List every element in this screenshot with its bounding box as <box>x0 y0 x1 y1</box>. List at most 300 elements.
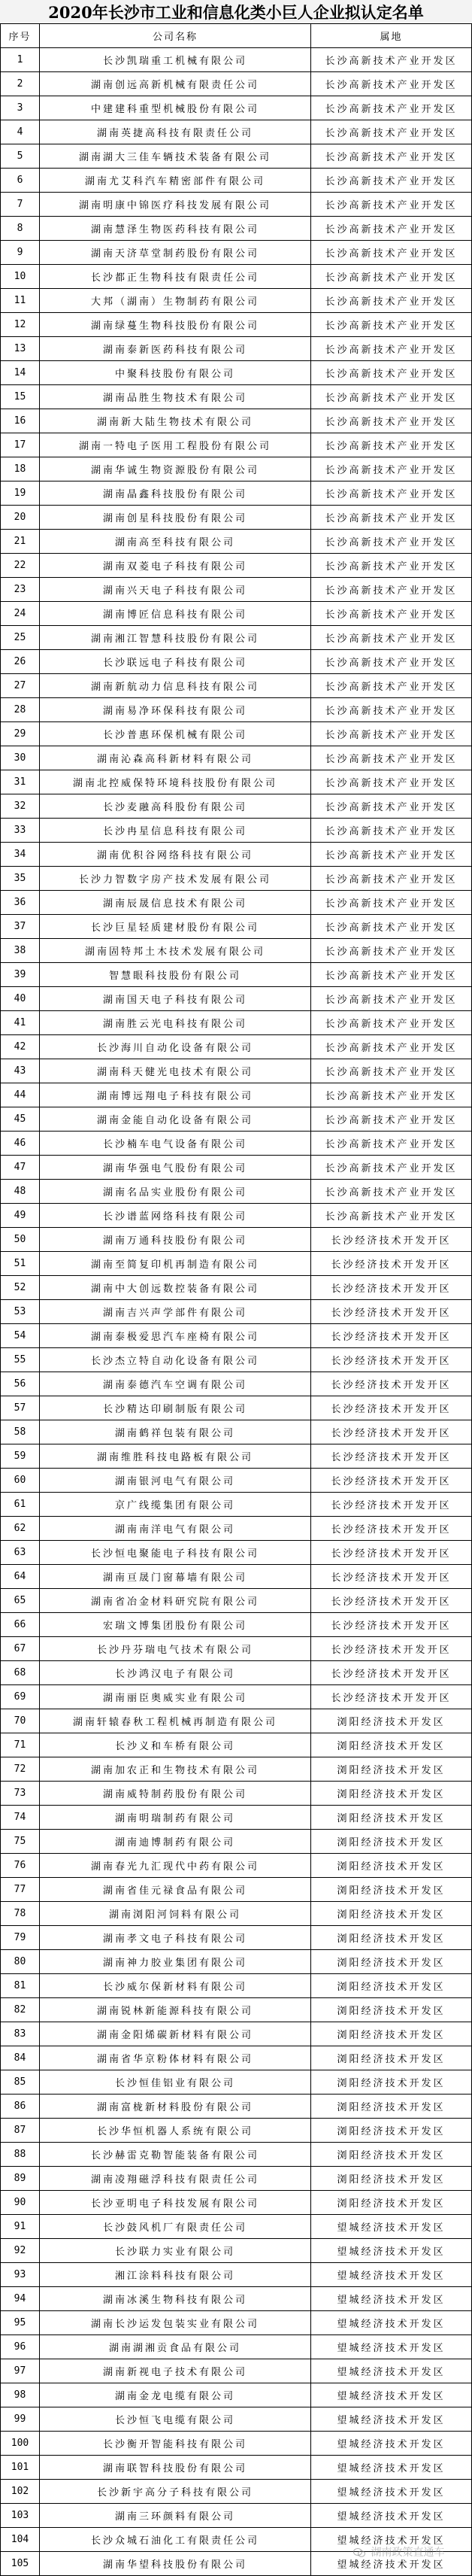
cell-area: 长沙高新技术产业开发区 <box>311 120 472 144</box>
cell-area: 长沙高新技术产业开发区 <box>311 1107 472 1132</box>
cell-area: 长沙高新技术产业开发区 <box>311 674 472 698</box>
cell-area: 长沙经济技术开发开区 <box>311 1420 472 1444</box>
watermark-text: 湖南政策直通车 <box>371 2547 445 2559</box>
table-row <box>1 2311 472 2335</box>
table-row <box>1 891 472 915</box>
cell-company-name: 湖南亘晟门窗幕墙有限公司 <box>40 1565 311 1589</box>
table-row <box>1 1300 472 1324</box>
cell-area: 长沙高新技术产业开发区 <box>311 794 472 819</box>
cell-area: 长沙经济技术开发开区 <box>311 1565 472 1589</box>
cell-no: 5 <box>1 144 40 169</box>
cell-company-name: 长沙联远电子科技有限公司 <box>40 650 311 674</box>
table-row <box>1 2070 472 2095</box>
table-row <box>1 1420 472 1444</box>
cell-no: 51 <box>1 1252 40 1276</box>
cell-no: 83 <box>1 2022 40 2046</box>
cell-no: 59 <box>1 1444 40 1469</box>
cell-area: 浏阳经济技术开发区 <box>311 1830 472 1854</box>
cell-no: 3 <box>1 96 40 120</box>
cell-area: 长沙经济技术开发开区 <box>311 1517 472 1541</box>
cell-company-name: 湖南胜云光电科技有限公司 <box>40 1011 311 1035</box>
cell-no: 77 <box>1 1878 40 1902</box>
cell-company-name: 湖南浏阳河饲料有限公司 <box>40 1902 311 1926</box>
cell-company-name: 长沙义和车桥有限公司 <box>40 1733 311 1757</box>
cell-area: 浏阳经济技术开发区 <box>311 2119 472 2143</box>
cell-no: 49 <box>1 1204 40 1228</box>
cell-company-name: 湖南省佳元禄食品有限公司 <box>40 1878 311 1902</box>
table-row <box>1 1878 472 1902</box>
cell-no: 57 <box>1 1396 40 1420</box>
table-row <box>1 1830 472 1854</box>
cell-company-name: 湖南高至科技有限公司 <box>40 530 311 554</box>
cell-company-name: 湖南富栊新材料股份有限公司 <box>40 2095 311 2119</box>
table-row <box>1 120 472 144</box>
cell-area: 长沙高新技术产业开发区 <box>311 554 472 578</box>
cell-no: 66 <box>1 1613 40 1637</box>
cell-company-name: 湖南万通科技股份有限公司 <box>40 1228 311 1252</box>
cell-no: 26 <box>1 650 40 674</box>
header-area: 属地 <box>311 24 472 48</box>
cell-company-name: 湖南泰新医药科技有限公司 <box>40 337 311 361</box>
cell-no: 2 <box>1 72 40 96</box>
cell-no: 76 <box>1 1854 40 1878</box>
cell-no: 94 <box>1 2287 40 2311</box>
cell-company-name: 长沙普惠环保机械有限公司 <box>40 722 311 746</box>
cell-area: 浏阳经济技术开发区 <box>311 1709 472 1733</box>
table-row <box>1 2432 472 2456</box>
cell-company-name: 湖南双菱电子科技有限公司 <box>40 554 311 578</box>
cell-area: 长沙经济技术开发开区 <box>311 1685 472 1709</box>
cell-area: 望城经济技术开发区 <box>311 2480 472 2504</box>
cell-area: 长沙经济技术开发开区 <box>311 1324 472 1348</box>
cell-no: 97 <box>1 2359 40 2383</box>
cell-no: 88 <box>1 2143 40 2167</box>
cell-area: 长沙经济技术开发开区 <box>311 1396 472 1420</box>
cell-area: 浏阳经济技术开发区 <box>311 1974 472 1998</box>
cell-no: 64 <box>1 1565 40 1589</box>
cell-company-name: 湖南科天健光电技术有限公司 <box>40 1059 311 1083</box>
cell-no: 80 <box>1 1950 40 1974</box>
cell-area: 长沙高新技术产业开发区 <box>311 144 472 169</box>
cell-company-name: 湖南丽臣奥威实业有限公司 <box>40 1685 311 1709</box>
cell-no: 32 <box>1 794 40 819</box>
cell-no: 58 <box>1 1420 40 1444</box>
cell-no: 37 <box>1 915 40 939</box>
cell-no: 55 <box>1 1348 40 1372</box>
table-row <box>1 1757 472 1782</box>
cell-area: 长沙高新技术产业开发区 <box>311 241 472 265</box>
cell-area: 浏阳经济技术开发区 <box>311 1806 472 1830</box>
table-row <box>1 2191 472 2215</box>
cell-area: 望城经济技术开发区 <box>311 2215 472 2239</box>
cell-no: 96 <box>1 2335 40 2359</box>
cell-area: 长沙高新技术产业开发区 <box>311 481 472 506</box>
table-row <box>1 2167 472 2191</box>
cell-area: 望城经济技术开发区 <box>311 2432 472 2456</box>
cell-company-name: 湖南晶鑫科技股份有限公司 <box>40 481 311 506</box>
table-row <box>1 650 472 674</box>
table-row <box>1 1998 472 2022</box>
table-row <box>1 1637 472 1661</box>
cell-no: 65 <box>1 1589 40 1613</box>
cell-area: 长沙高新技术产业开发区 <box>311 96 472 120</box>
cell-company-name: 湖南尤艾科汽车精密部件有限公司 <box>40 169 311 193</box>
cell-no: 6 <box>1 169 40 193</box>
cell-area: 浏阳经济技术开发区 <box>311 1782 472 1806</box>
cell-no: 15 <box>1 385 40 409</box>
cell-no: 18 <box>1 457 40 481</box>
company-list-table <box>0 23 472 2576</box>
cell-area: 长沙经济技术开发开区 <box>311 1300 472 1324</box>
cell-area: 长沙高新技术产业开发区 <box>311 337 472 361</box>
cell-company-name: 长沙力智数字房产技术发展有限公司 <box>40 867 311 891</box>
cell-no: 43 <box>1 1059 40 1083</box>
cell-company-name: 湖南新视电子技术有限公司 <box>40 2359 311 2383</box>
cell-area: 长沙高新技术产业开发区 <box>311 843 472 867</box>
cell-no: 75 <box>1 1830 40 1854</box>
cell-no: 79 <box>1 1926 40 1950</box>
cell-no: 86 <box>1 2095 40 2119</box>
table-row <box>1 2287 472 2311</box>
cell-area: 长沙高新技术产业开发区 <box>311 867 472 891</box>
cell-company-name: 长沙威尔保新材料有限公司 <box>40 1974 311 1998</box>
cell-no: 81 <box>1 1974 40 1998</box>
cell-company-name: 湖南金阳烯碳新材料有限公司 <box>40 2022 311 2046</box>
cell-area: 望城经济技术开发区 <box>311 2263 472 2287</box>
cell-area: 浏阳经济技术开发区 <box>311 1854 472 1878</box>
cell-no: 39 <box>1 963 40 987</box>
cell-company-name: 长沙亚明电子科技发展有限公司 <box>40 2191 311 2215</box>
cell-company-name: 湖南天济草堂制药股份有限公司 <box>40 241 311 265</box>
cell-no: 40 <box>1 987 40 1011</box>
cell-company-name: 湖南省冶金材料研究院有限公司 <box>40 1589 311 1613</box>
cell-company-name: 京广线缆集团有限公司 <box>40 1493 311 1517</box>
table-row <box>1 1469 472 1493</box>
cell-no: 13 <box>1 337 40 361</box>
cell-company-name: 湘江涂料科技有限公司 <box>40 2263 311 2287</box>
cell-no: 17 <box>1 433 40 457</box>
table-row <box>1 72 472 96</box>
cell-company-name: 智慧眼科技股份有限公司 <box>40 963 311 987</box>
table-row <box>1 361 472 385</box>
cell-no: 16 <box>1 409 40 433</box>
cell-area: 长沙高新技术产业开发区 <box>311 409 472 433</box>
cell-company-name: 湖南凌翔磁浮科技有限责任公司 <box>40 2167 311 2191</box>
cell-company-name: 长沙新宇高分子科技有限公司 <box>40 2480 311 2504</box>
cell-no: 1 <box>1 48 40 72</box>
table-row <box>1 481 472 506</box>
table-row <box>1 289 472 313</box>
cell-company-name: 湖南迪博制药有限公司 <box>40 1830 311 1854</box>
cell-area: 浏阳经济技术开发区 <box>311 1733 472 1757</box>
cell-company-name: 湖南一特电子医用工程股份有限公司 <box>40 433 311 457</box>
table-row <box>1 2359 472 2383</box>
cell-area: 长沙高新技术产业开发区 <box>311 963 472 987</box>
cell-no: 44 <box>1 1083 40 1107</box>
cell-no: 53 <box>1 1300 40 1324</box>
cell-company-name: 长沙赫雷克勒智能装备有限公司 <box>40 2143 311 2167</box>
cell-company-name: 湖南维胜科技电路板有限公司 <box>40 1444 311 1469</box>
table-row <box>1 1926 472 1950</box>
cell-no: 92 <box>1 2239 40 2263</box>
cell-no: 74 <box>1 1806 40 1830</box>
cell-area: 望城经济技术开发区 <box>311 2359 472 2383</box>
cell-no: 22 <box>1 554 40 578</box>
table-row <box>1 1276 472 1300</box>
cell-company-name: 大邦（湖南）生物制药有限公司 <box>40 289 311 313</box>
table-row <box>1 2143 472 2167</box>
table-row <box>1 1541 472 1565</box>
cell-area: 望城经济技术开发区 <box>311 2335 472 2359</box>
cell-area: 浏阳经济技术开发区 <box>311 2095 472 2119</box>
table-row <box>1 1204 472 1228</box>
cell-area: 长沙高新技术产业开发区 <box>311 722 472 746</box>
cell-area: 浏阳经济技术开发区 <box>311 1926 472 1950</box>
cell-company-name: 湖南华诚生物资源股份有限公司 <box>40 457 311 481</box>
cell-company-name: 湖南北控威保特环境科技股份有限公司 <box>40 770 311 794</box>
cell-area: 浏阳经济技术开发区 <box>311 2070 472 2095</box>
cell-area: 长沙经济技术开发开区 <box>311 1444 472 1469</box>
table-row <box>1 2504 472 2528</box>
cell-no: 47 <box>1 1156 40 1180</box>
cell-no: 104 <box>1 2528 40 2552</box>
cell-area: 长沙经济技术开发开区 <box>311 1469 472 1493</box>
cell-area: 长沙高新技术产业开发区 <box>311 1083 472 1107</box>
cell-company-name: 长沙联力实业有限公司 <box>40 2239 311 2263</box>
table-row <box>1 2552 472 2576</box>
cell-company-name: 长沙巨星轻质建材股份有限公司 <box>40 915 311 939</box>
cell-company-name: 长沙麦融高科股份有限公司 <box>40 794 311 819</box>
table-row <box>1 987 472 1011</box>
table-row <box>1 1372 472 1396</box>
table-row <box>1 1324 472 1348</box>
cell-no: 42 <box>1 1035 40 1059</box>
table-row <box>1 217 472 241</box>
cell-no: 21 <box>1 530 40 554</box>
cell-area: 长沙高新技术产业开发区 <box>311 1132 472 1156</box>
table-row <box>1 1950 472 1974</box>
table-row <box>1 1228 472 1252</box>
cell-no: 46 <box>1 1132 40 1156</box>
cell-no: 35 <box>1 867 40 891</box>
cell-area: 望城经济技术开发区 <box>311 2407 472 2432</box>
cell-area: 浏阳经济技术开发区 <box>311 2167 472 2191</box>
cell-company-name: 长沙凯瑞重工机械有限公司 <box>40 48 311 72</box>
cell-company-name: 长沙丹芬瑞电气技术有限公司 <box>40 1637 311 1661</box>
table-row <box>1 144 472 169</box>
cell-area: 长沙高新技术产业开发区 <box>311 770 472 794</box>
cell-area: 望城经济技术开发区 <box>311 2311 472 2335</box>
cell-no: 67 <box>1 1637 40 1661</box>
cell-area: 长沙高新技术产业开发区 <box>311 939 472 963</box>
cell-company-name: 湖南中大创远数控装备有限公司 <box>40 1276 311 1300</box>
cell-company-name: 长沙谱蓝网络科技有限公司 <box>40 1204 311 1228</box>
cell-company-name: 湖南易净环保科技有限公司 <box>40 698 311 722</box>
cell-no: 41 <box>1 1011 40 1035</box>
cell-no: 23 <box>1 578 40 602</box>
cell-no: 4 <box>1 120 40 144</box>
cell-area: 长沙高新技术产业开发区 <box>311 193 472 217</box>
cell-company-name: 湖南吉兴声学部件有限公司 <box>40 1300 311 1324</box>
cell-company-name: 湖南泰极爱思汽车座椅有限公司 <box>40 1324 311 1348</box>
cell-area: 长沙高新技术产业开发区 <box>311 48 472 72</box>
cell-company-name: 湖南名品实业股份有限公司 <box>40 1180 311 1204</box>
cell-company-name: 湖南湖大三佳车辆技术装备有限公司 <box>40 144 311 169</box>
cell-area: 浏阳经济技术开发区 <box>311 1902 472 1926</box>
table-row <box>1 1348 472 1372</box>
cell-area: 望城经济技术开发区 <box>311 2383 472 2407</box>
cell-area: 望城经济技术开发区 <box>311 2239 472 2263</box>
cell-no: 84 <box>1 2046 40 2070</box>
cell-no: 31 <box>1 770 40 794</box>
table-row <box>1 819 472 843</box>
header-no: 序号 <box>1 24 40 48</box>
table-row <box>1 770 472 794</box>
cell-no: 105 <box>1 2552 40 2576</box>
cell-area: 长沙高新技术产业开发区 <box>311 698 472 722</box>
table-row <box>1 1396 472 1420</box>
cell-area: 长沙高新技术产业开发区 <box>311 626 472 650</box>
cell-area: 长沙高新技术产业开发区 <box>311 506 472 530</box>
cell-company-name: 湖南兴天电子科技有限公司 <box>40 578 311 602</box>
cell-no: 50 <box>1 1228 40 1252</box>
table-body <box>1 48 472 2576</box>
cell-company-name: 长沙精达印刷制版有限公司 <box>40 1396 311 1420</box>
table-row <box>1 385 472 409</box>
cell-no: 33 <box>1 819 40 843</box>
cell-area: 长沙经济技术开发开区 <box>311 1276 472 1300</box>
table-row <box>1 2407 472 2432</box>
cell-area: 长沙高新技术产业开发区 <box>311 1011 472 1035</box>
cell-no: 61 <box>1 1493 40 1517</box>
table-row <box>1 1733 472 1757</box>
cell-company-name: 长沙楠车电气设备有限公司 <box>40 1132 311 1156</box>
cell-no: 72 <box>1 1757 40 1782</box>
cell-no: 28 <box>1 698 40 722</box>
cell-company-name: 湖南品胜生物技术有限公司 <box>40 385 311 409</box>
table-row <box>1 722 472 746</box>
cell-no: 63 <box>1 1541 40 1565</box>
cell-no: 10 <box>1 265 40 289</box>
cell-no: 78 <box>1 1902 40 1926</box>
cell-area: 长沙经济技术开发开区 <box>311 1589 472 1613</box>
table-row <box>1 506 472 530</box>
cell-company-name: 湖南金能自动化设备有限公司 <box>40 1107 311 1132</box>
cell-area: 长沙高新技术产业开发区 <box>311 819 472 843</box>
table-row <box>1 1517 472 1541</box>
cell-area: 长沙经济技术开发开区 <box>311 1541 472 1565</box>
cell-area: 浏阳经济技术开发区 <box>311 1878 472 1902</box>
cell-area: 望城经济技术开发区 <box>311 2287 472 2311</box>
cell-company-name: 湖南轩辕春秋工程机械再制造有限公司 <box>40 1709 311 1733</box>
table-row <box>1 746 472 770</box>
cell-company-name: 湖南神力胶业集团有限公司 <box>40 1950 311 1974</box>
cell-company-name: 长沙都正生物科技有限责任公司 <box>40 265 311 289</box>
cell-no: 89 <box>1 2167 40 2191</box>
table-row <box>1 1493 472 1517</box>
table-row <box>1 409 472 433</box>
table-row <box>1 1011 472 1035</box>
cell-no: 93 <box>1 2263 40 2287</box>
cell-company-name: 中聚科技股份有限公司 <box>40 361 311 385</box>
cell-no: 68 <box>1 1661 40 1685</box>
cell-company-name: 长沙鼓风机厂有限责任公司 <box>40 2215 311 2239</box>
cell-area: 长沙高新技术产业开发区 <box>311 602 472 626</box>
cell-no: 38 <box>1 939 40 963</box>
cell-area: 浏阳经济技术开发区 <box>311 1950 472 1974</box>
cell-no: 69 <box>1 1685 40 1709</box>
table-row <box>1 241 472 265</box>
cell-area: 长沙高新技术产业开发区 <box>311 385 472 409</box>
table-row <box>1 1661 472 1685</box>
table-row <box>1 554 472 578</box>
cell-no: 54 <box>1 1324 40 1348</box>
cell-area: 长沙高新技术产业开发区 <box>311 891 472 915</box>
cell-area: 浏阳经济技术开发区 <box>311 1757 472 1782</box>
cell-company-name: 湖南金龙电缆有限公司 <box>40 2383 311 2407</box>
cell-area: 长沙高新技术产业开发区 <box>311 265 472 289</box>
cell-company-name: 湖南博匠信息科技有限公司 <box>40 602 311 626</box>
table-row <box>1 2046 472 2070</box>
cell-area: 长沙经济技术开发开区 <box>311 1661 472 1685</box>
table-row <box>1 1589 472 1613</box>
cell-no: 100 <box>1 2432 40 2456</box>
cell-area: 长沙经济技术开发开区 <box>311 1637 472 1661</box>
table-row <box>1 1107 472 1132</box>
cell-no: 101 <box>1 2456 40 2480</box>
cell-no: 99 <box>1 2407 40 2432</box>
cell-area: 长沙高新技术产业开发区 <box>311 915 472 939</box>
cell-area: 长沙高新技术产业开发区 <box>311 217 472 241</box>
cell-no: 98 <box>1 2383 40 2407</box>
table-row <box>1 48 472 72</box>
cell-company-name: 长沙恒佳铝业有限公司 <box>40 2070 311 2095</box>
table-row <box>1 193 472 217</box>
page-title: 2020年长沙市工业和信息化类小巨人企业拟认定名单 <box>0 0 472 23</box>
table-row <box>1 1565 472 1589</box>
cell-area: 长沙高新技术产业开发区 <box>311 987 472 1011</box>
table-row <box>1 1709 472 1733</box>
cell-company-name: 湖南春光九汇现代中药有限公司 <box>40 1854 311 1878</box>
cell-company-name: 湖南联智科技股份有限公司 <box>40 2456 311 2480</box>
table-row <box>1 939 472 963</box>
header-company-name: 公司名称 <box>40 24 311 48</box>
table-row <box>1 169 472 193</box>
cell-company-name: 湖南创星科技股份有限公司 <box>40 506 311 530</box>
table-row <box>1 674 472 698</box>
cell-no: 27 <box>1 674 40 698</box>
cell-no: 11 <box>1 289 40 313</box>
table-row <box>1 1902 472 1926</box>
cell-company-name: 湖南冰溪生物科技有限公司 <box>40 2287 311 2311</box>
table-row <box>1 867 472 891</box>
cell-area: 浏阳经济技术开发区 <box>311 1998 472 2022</box>
table-row <box>1 2239 472 2263</box>
cell-area: 浏阳经济技术开发区 <box>311 2022 472 2046</box>
cell-area: 长沙高新技术产业开发区 <box>311 650 472 674</box>
cell-company-name: 宏瑞文博集团股份有限公司 <box>40 1613 311 1637</box>
table-row <box>1 1035 472 1059</box>
cell-company-name: 湖南博远翔电子科技有限公司 <box>40 1083 311 1107</box>
cell-no: 14 <box>1 361 40 385</box>
cell-company-name: 湖南三环颜料有限公司 <box>40 2504 311 2528</box>
cell-area: 长沙高新技术产业开发区 <box>311 746 472 770</box>
cell-company-name: 长沙恒电聚能电子科技有限公司 <box>40 1541 311 1565</box>
cell-company-name: 长沙鸿汉电子有限公司 <box>40 1661 311 1685</box>
cell-no: 24 <box>1 602 40 626</box>
table-row <box>1 1685 472 1709</box>
cell-area: 长沙高新技术产业开发区 <box>311 1059 472 1083</box>
